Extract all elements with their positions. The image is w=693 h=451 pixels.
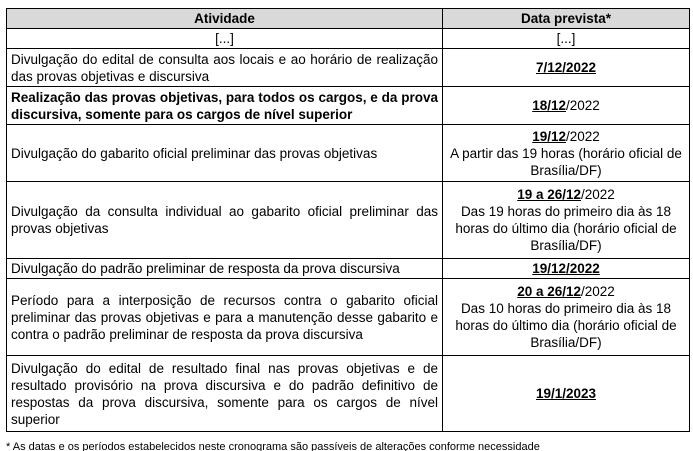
date-main: 19/12: [532, 128, 566, 144]
date-main: 19/12/2022: [532, 261, 600, 276]
table-row: [7, 356, 690, 432]
header-date: Data prevista*: [443, 9, 690, 29]
table-row: [7, 49, 690, 87]
schedule-table: [6, 8, 690, 432]
date-main: 19/1/2023: [535, 386, 597, 401]
table-row: [7, 87, 690, 125]
date-note: Das 10 horas do primeiro dia às 18 horas do último dia (horário oficial de Brasília/DF): [455, 301, 677, 350]
row-activity: Divulgação do edital de resultado final nas provas objetivas e de resultado provisório na prova discursiva e do padrão definitivo de respostas da prova discursiva, somente para os cargos de nível superior: [7, 356, 443, 432]
row-date: [443, 87, 690, 125]
date-note: Das 19 horas do primeiro dia às 18 horas do último dia (horário oficial de Brasília/DF): [455, 204, 677, 253]
row-activity: Período para a interposição de recursos contra o gabarito oficial preliminar das provas objetivas e para a manutenção desse gabarito e contra o padrão preliminar de resposta da prova discursiva: [7, 279, 443, 356]
row-date: [443, 356, 690, 432]
row-activity: Divulgação do edital de consulta aos locais e ao horário de realização das provas objetivas e discursiva: [7, 49, 443, 87]
row-date: [443, 259, 690, 279]
table-row: [7, 125, 690, 182]
row-activity: Divulgação do padrão preliminar de resposta da prova discursiva: [7, 259, 443, 279]
header-activity: Atividade: [7, 9, 443, 29]
footnote: * As datas e os períodos estabelecidos neste cronograma são passíveis de alterações conforme necessidade: [6, 442, 540, 451]
date-main-rest: /2022: [566, 98, 600, 113]
date-main-rest: /2022: [581, 187, 615, 202]
ellipsis-activity: [...]: [7, 29, 443, 49]
row-activity: Realização das provas objetivas, para todos os cargos, e da prova discursiva, somente para os cargos de nível superior: [7, 87, 443, 125]
table-header-row: [7, 9, 690, 29]
row-activity: Divulgação da consulta individual ao gabarito oficial preliminar das provas objetivas: [7, 182, 443, 259]
table-row: [7, 182, 690, 259]
table-row: [7, 259, 690, 279]
date-main-rest: /2022: [566, 128, 600, 144]
date-main: 7/12/2022: [535, 60, 597, 75]
row-date: [443, 279, 690, 356]
row-date: [443, 182, 690, 259]
date-main-rest: /2022: [581, 284, 615, 299]
date-main: 18/12: [532, 98, 566, 113]
table-row: [7, 29, 690, 49]
row-date: [443, 125, 690, 182]
table-row: [7, 279, 690, 356]
date-main: 19 a 26/12: [517, 187, 581, 202]
row-date: [443, 49, 690, 87]
row-activity: Divulgação do gabarito oficial preliminar das provas objetivas: [7, 125, 443, 182]
ellipsis-date: [...]: [443, 29, 690, 49]
date-note: A partir das 19 horas (horário oficial de Brasília/DF): [450, 145, 682, 178]
date-main: 20 a 26/12: [517, 284, 581, 299]
